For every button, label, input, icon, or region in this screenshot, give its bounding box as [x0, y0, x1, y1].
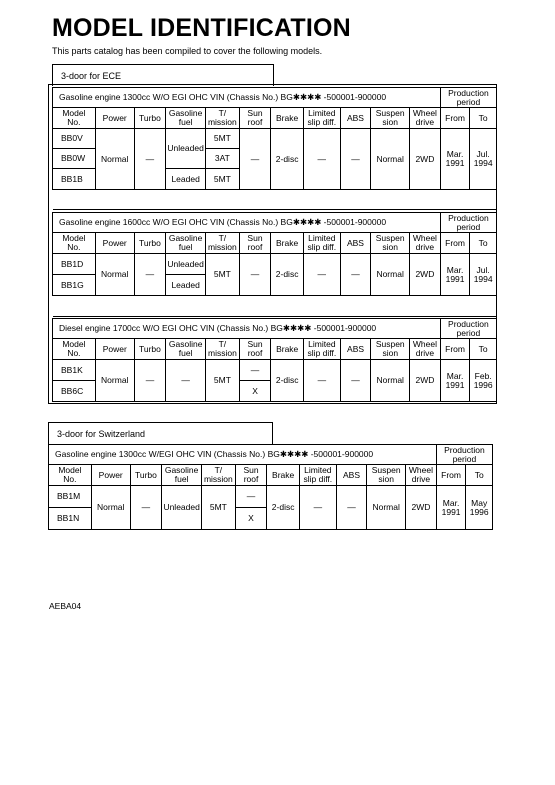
header-wheel-drive: Wheel drive — [406, 465, 437, 486]
fuel-value: Unleaded — [162, 486, 202, 530]
header-sunroof: Sun roof — [235, 465, 267, 486]
header-limited-slip: Limited slip diff. — [304, 339, 341, 360]
production-period-header: Production period — [440, 319, 496, 339]
fuel-value: Leaded — [166, 169, 206, 190]
transmission-value: 3AT — [206, 149, 240, 169]
header-brake: Brake — [271, 233, 304, 254]
header-suspension: Suspen sion — [371, 339, 410, 360]
header-to: To — [466, 465, 493, 486]
to-value: Jul. 1994 — [470, 254, 497, 296]
model-table-ece-1300 — [52, 87, 497, 210]
brake-value: 2-disc — [271, 254, 304, 296]
page-code: AEBA04 — [49, 601, 82, 611]
transmission-value: 5MT — [206, 169, 240, 190]
header-to: To — [470, 339, 497, 360]
transmission-value: 5MT — [202, 486, 236, 530]
header-abs: ABS — [340, 108, 371, 129]
model-no: BB0W — [53, 149, 96, 169]
header-abs: ABS — [340, 339, 371, 360]
sunroof-value: — — [239, 360, 271, 381]
header-fuel: Gasoline fuel — [162, 465, 202, 486]
limited-slip-value: — — [304, 360, 341, 402]
header-limited-slip: Limited slip diff. — [303, 233, 340, 254]
to-value: Jul. 1994 — [470, 129, 497, 190]
header-fuel: Gasoline fuel — [166, 108, 206, 129]
section-label-switzerland: 3-door for Switzerland — [48, 422, 273, 444]
production-period-header: Production period — [436, 445, 492, 465]
header-turbo: Turbo — [134, 339, 166, 360]
header-wheel-drive: Wheel drive — [410, 339, 441, 360]
transmission-value: 5MT — [206, 254, 240, 296]
model-no: BB1M — [49, 486, 92, 508]
header-wheel-drive: Wheel drive — [410, 233, 441, 254]
transmission-value: 5MT — [206, 129, 240, 149]
engine-spec: Diesel engine 1700cc W/O EGI OHC VIN (Chassis No.) BG✱✱✱✱ -500001-900000 — [53, 319, 441, 339]
model-no: BB1B — [53, 169, 96, 190]
turbo-value: — — [134, 129, 166, 190]
abs-value: — — [340, 360, 371, 402]
abs-value: — — [336, 486, 367, 530]
header-to: To — [470, 108, 497, 129]
header-model-no: Model No. — [53, 339, 96, 360]
model-table-switzerland-1300 — [48, 444, 493, 530]
model-no: BB1N — [49, 508, 92, 530]
turbo-value: — — [134, 360, 166, 402]
abs-value: — — [340, 129, 371, 190]
model-no: BB1D — [53, 254, 96, 275]
sunroof-value: X — [235, 508, 267, 530]
header-turbo: Turbo — [130, 465, 162, 486]
header-sunroof: Sun roof — [239, 108, 271, 129]
power-value: Normal — [95, 254, 134, 296]
header-fuel: Gasoline fuel — [166, 233, 206, 254]
header-sunroof: Sun roof — [239, 339, 271, 360]
limited-slip-value: — — [303, 129, 340, 190]
suspension-value: Normal — [367, 486, 406, 530]
page-subtitle: This parts catalog has been compiled to cover the following models. — [52, 46, 323, 56]
engine-spec: Gasoline engine 1300cc W/O EGI OHC VIN (Chassis No.) BG✱✱✱✱ -500001-900000 — [53, 88, 441, 108]
transmission-value: 5MT — [206, 360, 240, 402]
sunroof-value: — — [239, 129, 271, 190]
from-value: Mar. 1991 — [440, 129, 470, 190]
production-period-header: Production period — [440, 88, 496, 108]
limited-slip-value: — — [299, 486, 336, 530]
suspension-value: Normal — [371, 360, 410, 402]
wheel-drive-value: 2WD — [406, 486, 437, 530]
turbo-value: — — [134, 254, 166, 296]
header-transmission: T/ mission — [206, 108, 240, 129]
wheel-drive-value: 2WD — [410, 360, 441, 402]
header-abs: ABS — [336, 465, 367, 486]
header-model-no: Model No. — [53, 108, 96, 129]
from-value: Mar. 1991 — [440, 254, 470, 296]
header-to: To — [470, 233, 497, 254]
spacer-row — [53, 190, 497, 210]
suspension-value: Normal — [371, 129, 410, 190]
suspension-value: Normal — [371, 254, 410, 296]
header-power: Power — [91, 465, 130, 486]
header-turbo: Turbo — [134, 108, 166, 129]
header-transmission: T/ mission — [206, 339, 240, 360]
header-from: From — [440, 339, 470, 360]
header-power: Power — [95, 233, 134, 254]
header-from: From — [440, 233, 470, 254]
sunroof-value: X — [239, 381, 271, 402]
model-no: BB6C — [53, 381, 96, 402]
header-limited-slip: Limited slip diff. — [303, 108, 340, 129]
wheel-drive-value: 2WD — [410, 129, 441, 190]
header-power: Power — [95, 108, 134, 129]
sunroof-value: — — [239, 254, 271, 296]
header-brake: Brake — [271, 339, 304, 360]
fuel-value: — — [166, 360, 206, 402]
brake-value: 2-disc — [271, 129, 304, 190]
power-value: Normal — [91, 486, 130, 530]
engine-spec: Gasoline engine 1600cc W/O EGI OHC VIN (Chassis No.) BG✱✱✱✱ -500001-900000 — [53, 213, 441, 233]
header-abs: ABS — [340, 233, 371, 254]
engine-spec: Gasoline engine 1300cc W/EGI OHC VIN (Chassis No.) BG✱✱✱✱ -500001-900000 — [49, 445, 437, 465]
page-title: MODEL IDENTIFICATION — [52, 14, 351, 42]
model-table-ece-diesel — [52, 318, 497, 402]
header-wheel-drive: Wheel drive — [410, 108, 441, 129]
wheel-drive-value: 2WD — [410, 254, 441, 296]
header-suspension: Suspen sion — [371, 108, 410, 129]
sunroof-value: — — [235, 486, 267, 508]
model-table-ece-1600 — [52, 212, 497, 317]
model-no: BB0V — [53, 129, 96, 149]
abs-value: — — [340, 254, 371, 296]
model-no: BB1G — [53, 275, 96, 296]
header-brake: Brake — [267, 465, 300, 486]
header-from: From — [440, 108, 470, 129]
header-turbo: Turbo — [134, 233, 166, 254]
brake-value: 2-disc — [267, 486, 300, 530]
header-transmission: T/ mission — [202, 465, 236, 486]
turbo-value: — — [130, 486, 162, 530]
model-no: BB1K — [53, 360, 96, 381]
fuel-value: Unleaded — [166, 254, 206, 275]
power-value: Normal — [95, 360, 134, 402]
fuel-value: Leaded — [166, 275, 206, 296]
header-from: From — [436, 465, 466, 486]
header-transmission: T/ mission — [206, 233, 240, 254]
header-limited-slip: Limited slip diff. — [299, 465, 336, 486]
header-power: Power — [95, 339, 134, 360]
header-sunroof: Sun roof — [239, 233, 271, 254]
brake-value: 2-disc — [271, 360, 304, 402]
limited-slip-value: — — [303, 254, 340, 296]
header-model-no: Model No. — [53, 233, 96, 254]
to-value: Feb. 1996 — [470, 360, 497, 402]
from-value: Mar. 1991 — [436, 486, 466, 530]
from-value: Mar. 1991 — [440, 360, 470, 402]
power-value: Normal — [95, 129, 134, 190]
header-suspension: Suspen sion — [371, 233, 410, 254]
header-brake: Brake — [271, 108, 304, 129]
fuel-value: Unleaded — [166, 129, 206, 169]
spacer-row — [53, 296, 497, 317]
to-value: May 1996 — [466, 486, 493, 530]
header-fuel: Gasoline fuel — [166, 339, 206, 360]
section-label-ece: 3-door for ECE — [52, 64, 274, 86]
production-period-header: Production period — [440, 213, 496, 233]
header-suspension: Suspen sion — [367, 465, 406, 486]
header-model-no: Model No. — [49, 465, 92, 486]
